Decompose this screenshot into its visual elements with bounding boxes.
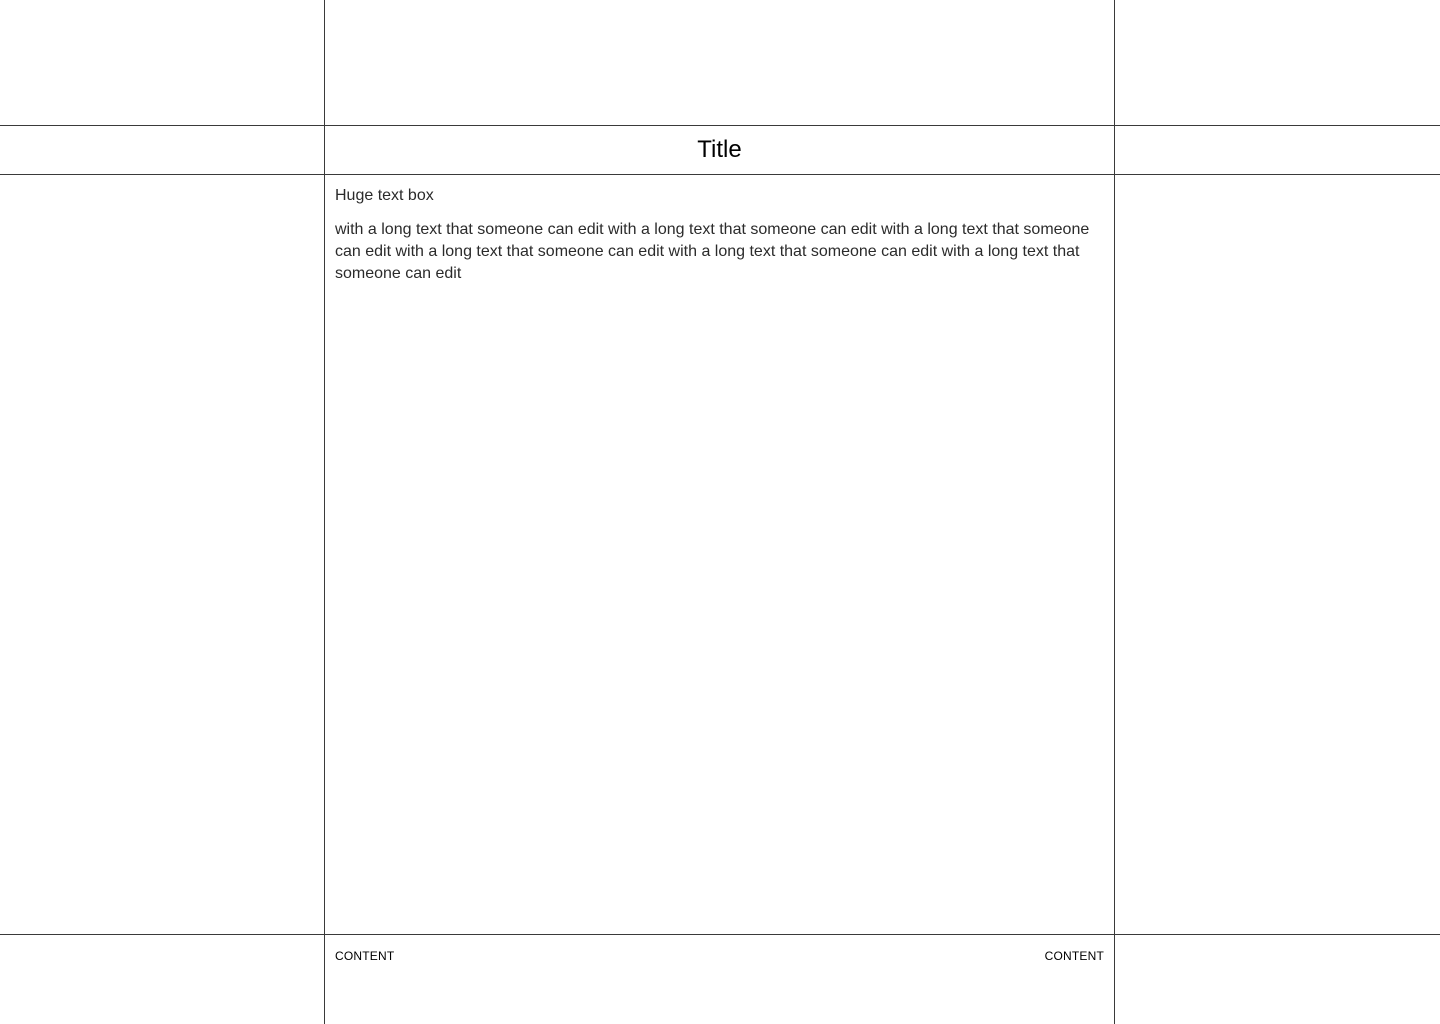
text-box-content[interactable]: with a long text that someone can edit with a long text that someone can edit with a long text that someone can edit with a long text that someone can edit with a long text that someone can edit with a long text that someone can edit	[335, 221, 1090, 282]
text-box-label: Huge text box	[335, 187, 434, 204]
footer-content-left: CONTENT	[335, 949, 395, 963]
footer-divider	[0, 934, 1440, 935]
page-title: Title	[697, 136, 742, 163]
footer-content-right: CONTENT	[1044, 949, 1104, 963]
huge-text-box[interactable]	[335, 185, 1105, 925]
right-column-divider	[1114, 0, 1115, 1024]
title-bottom-divider	[0, 174, 1440, 175]
